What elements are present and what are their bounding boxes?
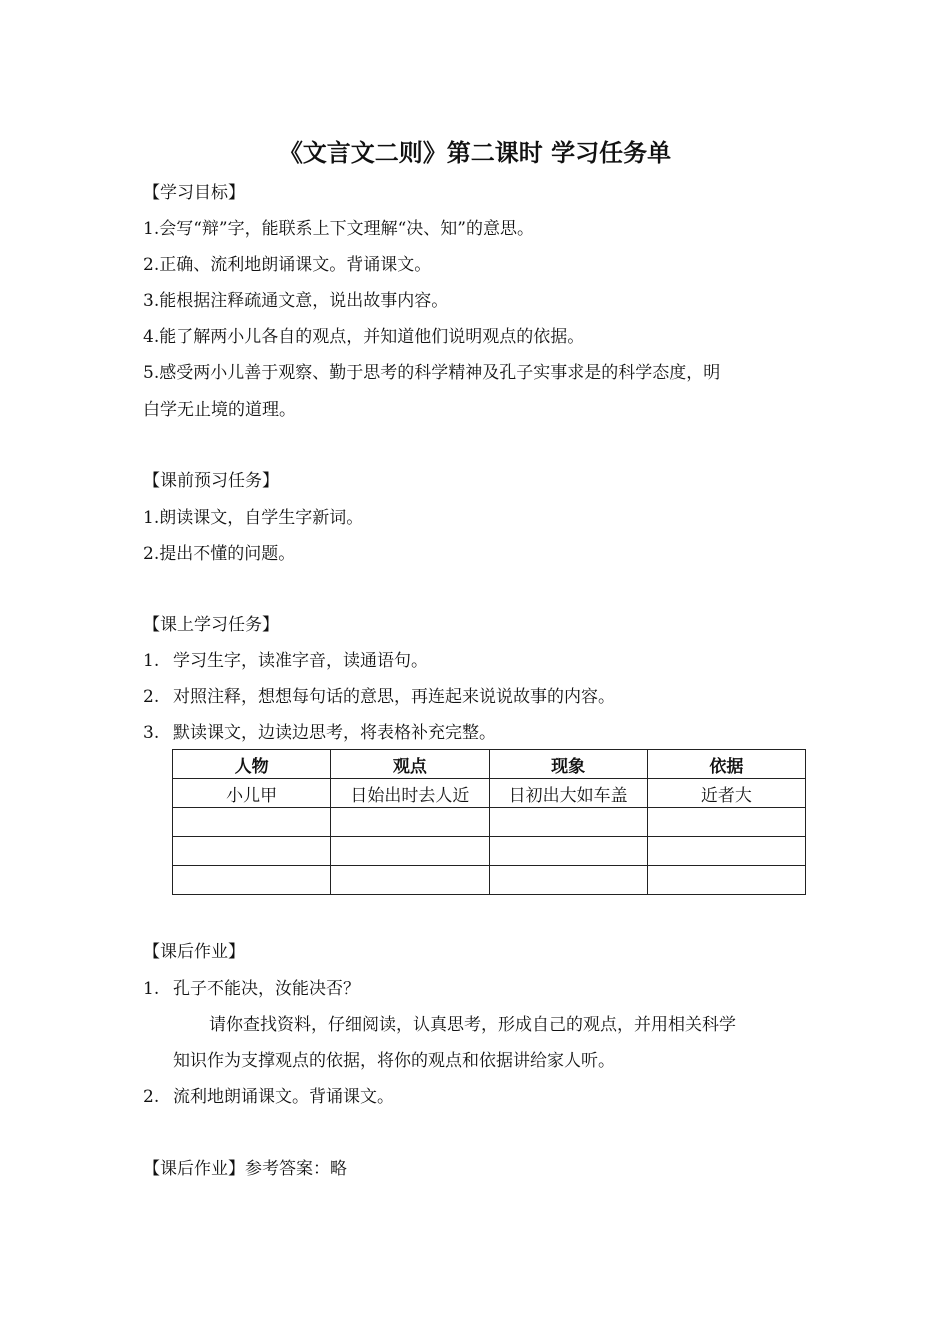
table-cell[interactable]: [647, 808, 805, 837]
table-cell[interactable]: [331, 866, 489, 895]
inclass-item-3-text: 默读课文，边读边思考，将表格补充完整。: [173, 723, 496, 743]
inclass-item-1-text: 学习生字，读准字音，读通语句。: [173, 651, 428, 671]
goal-item-2: 2.正确、流利地朗诵课文。背诵课文。: [143, 255, 432, 275]
inclass-item-2-text: 对照注释，想想每句话的意思，再连起来说说故事的内容。: [173, 687, 615, 707]
table-row: [173, 837, 806, 866]
homework-item-1-num: 1.: [143, 979, 160, 999]
table-cell[interactable]: [331, 808, 489, 837]
homework-heading: 【课后作业】: [143, 942, 245, 962]
preview-item-2: 2.提出不懂的问题。: [143, 544, 296, 564]
inclass-heading: 【课上学习任务】: [143, 615, 279, 635]
table-cell: 日始出时去人近: [331, 779, 489, 808]
table-header-cell: 现象: [489, 750, 647, 779]
table-cell[interactable]: [489, 837, 647, 866]
table-cell: 小儿甲: [173, 779, 331, 808]
homework-item-1-paragraph: 请你查找资料，仔细阅读，认真思考，形成自己的观点，并用相关科学: [209, 1015, 736, 1035]
table-cell[interactable]: [647, 866, 805, 895]
inclass-item-1-num: 1.: [143, 651, 160, 671]
table-row: [173, 779, 806, 808]
table-header-cell: 依据: [647, 750, 805, 779]
table-cell[interactable]: [173, 808, 331, 837]
goal-item-3: 3.能根据注释疏通文意，说出故事内容。: [143, 291, 449, 311]
table-cell[interactable]: [489, 866, 647, 895]
preview-item-1: 1.朗读课文，自学生字新词。: [143, 508, 364, 528]
table-row: [173, 808, 806, 837]
homework-item-2: [143, 1082, 394, 1107]
table-cell[interactable]: [173, 837, 331, 866]
inclass-item-2-num: 2.: [143, 687, 160, 707]
page-title: 《文言文二则》第二课时 学习任务单: [278, 139, 672, 167]
table-header-cell: 人物: [173, 750, 331, 779]
table-cell[interactable]: [331, 837, 489, 866]
goals-heading: 【学习目标】: [143, 183, 245, 203]
analysis-table: [172, 749, 806, 895]
homework-item-1-paragraph-cont: 知识作为支撑观点的依据，将你的观点和依据讲给家人听。: [173, 1051, 615, 1071]
inclass-item-3: [143, 718, 496, 743]
homework-item-2-text: 流利地朗诵课文。背诵课文。: [173, 1087, 394, 1107]
table-row: [173, 866, 806, 895]
answer-line: 【课后作业】参考答案：略: [143, 1159, 347, 1179]
table-header-row: [173, 750, 806, 779]
table-cell[interactable]: [647, 837, 805, 866]
table-cell: 日初出大如车盖: [489, 779, 647, 808]
table-cell[interactable]: [173, 866, 331, 895]
goal-item-5: 5.感受两小儿善于观察、勤于思考的科学精神及孔子实事求是的科学态度，明: [143, 363, 721, 383]
table-header-cell: 观点: [331, 750, 489, 779]
goal-item-4: 4.能了解两小儿各自的观点，并知道他们说明观点的依据。: [143, 327, 585, 347]
preview-heading: 【课前预习任务】: [143, 471, 279, 491]
homework-item-1-text: 孔子不能决，汝能决否？: [173, 979, 360, 999]
inclass-item-2: [143, 682, 615, 707]
homework-item-2-num: 2.: [143, 1087, 160, 1107]
table-cell[interactable]: [489, 808, 647, 837]
homework-item-1: [143, 974, 360, 999]
goal-item-5-cont: 白学无止境的道理。: [143, 400, 296, 420]
inclass-item-1: [143, 646, 428, 671]
goal-item-1: 1.会写“辩”字，能联系上下文理解“决、知”的意思。: [143, 219, 534, 239]
table-cell: 近者大: [647, 779, 805, 808]
inclass-item-3-num: 3.: [143, 723, 160, 743]
